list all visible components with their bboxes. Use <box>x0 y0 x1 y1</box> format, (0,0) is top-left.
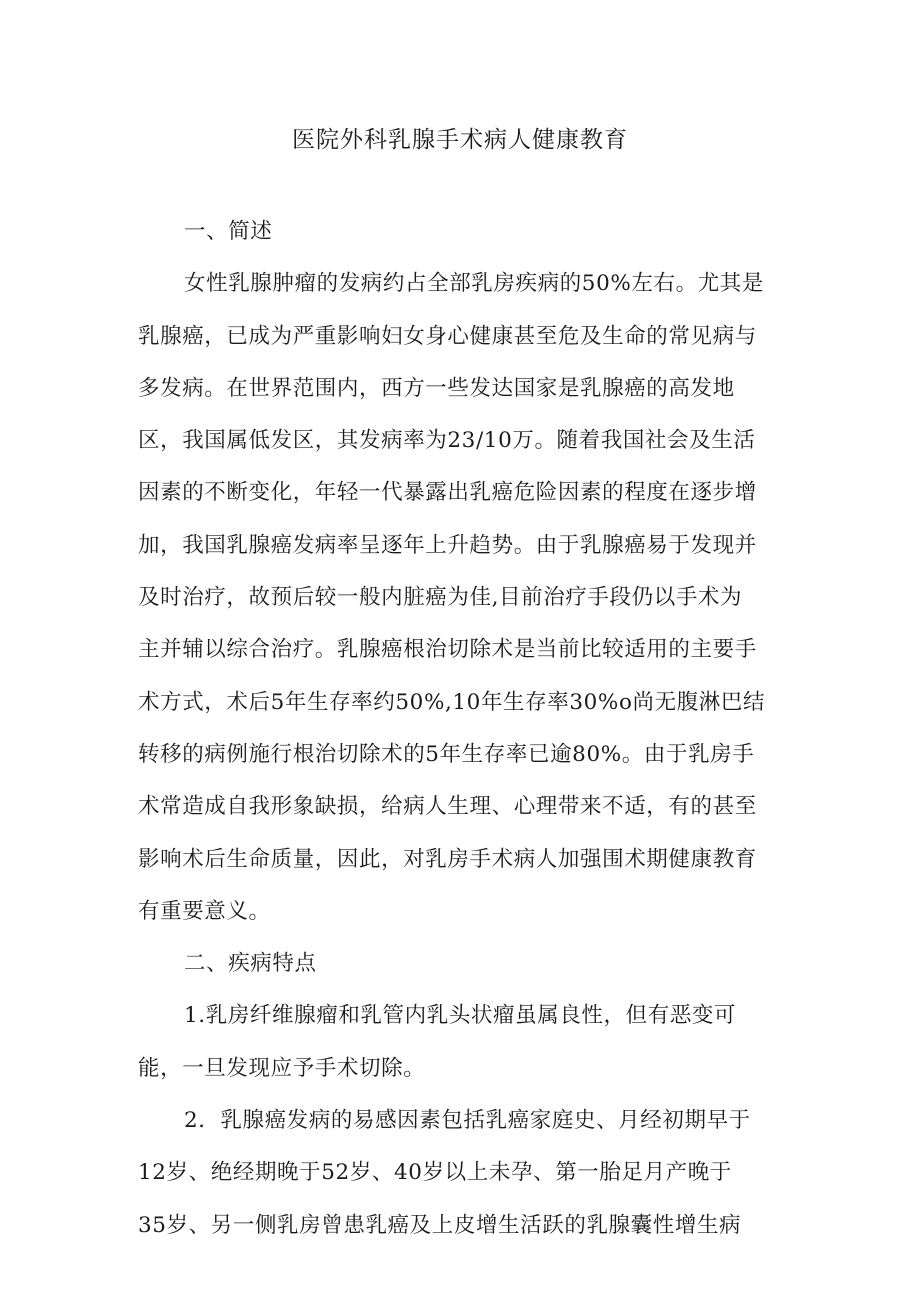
list-item-line: 35岁、另一侧乳房曾患乳癌及上皮增生活跃的乳腺囊性增生病 <box>138 1212 742 1238</box>
list-item-line: 1.乳房纤维腺瘤和乳管内乳头状瘤虽属良性，但有恶变可 <box>184 1003 737 1029</box>
paragraph-line: 有重要意义。 <box>138 898 271 924</box>
paragraph-line: 乳腺癌，已成为严重影响妇女身心健康甚至危及生命的常见病与 <box>138 323 757 349</box>
paragraph-line: 术常造成自我形象缺损，给病人生理、心理带来不适，有的甚至 <box>138 794 757 820</box>
list-item-line: 2．乳腺癌发病的易感因素包括乳癌家庭史、月经初期早于 <box>184 1108 751 1134</box>
list-item-line: 12岁、绝经期晚于52岁、40岁以上未孕、第一胎足月产晚于 <box>138 1160 732 1186</box>
paragraph-line: 加，我国乳腺癌发病率呈逐年上升趋势。由于乳腺癌易于发现并 <box>138 532 757 558</box>
paragraph-line: 及时治疗，故预后较一般内脏癌为佳,目前治疗手段仍以手术为 <box>138 585 743 611</box>
paragraph-line: 女性乳腺肿瘤的发病约占全部乳房疾病的50%左右。尤其是 <box>184 271 764 297</box>
section-heading-features: 二、疾病特点 <box>184 951 317 977</box>
paragraph-line: 多发病。在世界范围内，西方一些发达国家是乳腺癌的高发地 <box>138 375 735 401</box>
paragraph-line: 影响术后生命质量，因此，对乳房手术病人加强围术期健康教育 <box>138 846 757 872</box>
paragraph-line: 主并辅以综合治疗。乳腺癌根治切除术是当前比较适用的主要手 <box>138 637 757 663</box>
list-item-line: 能，一旦发现应予手术切除。 <box>138 1055 426 1081</box>
paragraph-line: 因素的不断变化，年轻一代暴露出乳癌危险因素的程度在逐步增 <box>138 480 757 506</box>
paragraph-line: 术方式，术后5年生存率约50%,10年生存率30%o尚无腹淋巴结 <box>138 689 766 715</box>
document-title: 医院外科乳腺手术病人健康教育 <box>292 127 628 153</box>
paragraph-line: 转移的病例施行根治切除术的5年生存率已逾80%。由于乳房手 <box>138 741 755 767</box>
paragraph-line: 区，我国属低发区，其发病率为23/10万。随着我国社会及生活 <box>138 428 756 454</box>
document-body <box>138 206 788 1252</box>
section-heading-overview: 一、简述 <box>184 219 273 244</box>
